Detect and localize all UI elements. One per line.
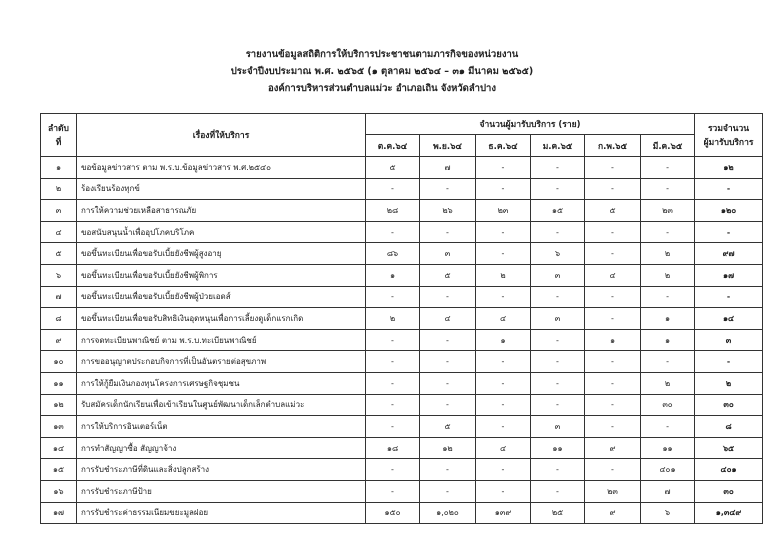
- month-count-cell: ๗: [641, 480, 695, 502]
- month-count-cell: -: [531, 286, 585, 308]
- month-count-cell: ๗: [420, 157, 476, 179]
- month-count-cell: ๔: [476, 437, 531, 459]
- month-count-cell: -: [420, 480, 476, 502]
- month-count-cell: -: [585, 459, 641, 481]
- month-count-cell: -: [366, 178, 420, 200]
- month-count-cell: ๒๓: [641, 200, 695, 222]
- month-count-cell: -: [420, 221, 476, 243]
- table-row: [41, 480, 763, 502]
- month-header: พ.ย.๖๔: [420, 135, 476, 157]
- month-count-cell: -: [531, 372, 585, 394]
- report-period: ประจำปีงบประมาณ พ.ศ. ๒๕๖๕ (๑ ตุลาคม ๒๕๖๔ – ๓๑ มีนาคม ๒๕๖๕): [230, 66, 534, 77]
- table-body: [41, 157, 763, 524]
- table-row: [41, 394, 763, 416]
- month-count-cell: ๑๑: [641, 437, 695, 459]
- report-title: รายงานข้อมูลสถิติการให้บริการประชาชนตามภารกิจของหน่วยงาน: [245, 49, 519, 60]
- month-count-cell: -: [585, 178, 641, 200]
- month-count-cell: ๖: [531, 243, 585, 265]
- row-total-cell: ๓๐: [695, 394, 763, 416]
- row-number-cell: ๑๔: [41, 437, 77, 459]
- month-count-cell: ๑: [366, 264, 420, 286]
- month-count-cell: -: [366, 351, 420, 373]
- row-total-cell: ๑๔: [695, 308, 763, 330]
- row-total-cell: ๖๕: [695, 437, 763, 459]
- topic-cell: ขอขึ้นทะเบียนเพื่อขอรับสิทธิเงินอุดหนุนเพื่อการเลี้ยงดูเด็กแรกเกิด: [77, 308, 366, 330]
- month-count-cell: -: [531, 480, 585, 502]
- row-total-cell: -: [695, 286, 763, 308]
- month-count-cell: -: [531, 394, 585, 416]
- month-count-cell: -: [476, 243, 531, 265]
- table-row: [41, 308, 763, 330]
- month-count-cell: -: [641, 178, 695, 200]
- report-organization: องค์การบริหารส่วนตำบลแม่วะ อำเภอเถิน จังหวัดลำปาง: [267, 83, 497, 94]
- month-count-cell: -: [585, 221, 641, 243]
- table-row: [41, 372, 763, 394]
- month-count-cell: -: [585, 394, 641, 416]
- statistics-table: [40, 113, 763, 524]
- table-row: [41, 459, 763, 481]
- row-number-cell: ๙: [41, 329, 77, 351]
- month-count-cell: ๓: [420, 243, 476, 265]
- row-total-cell: ๒: [695, 372, 763, 394]
- topic-cell: การขออนุญาตประกอบกิจการที่เป็นอันตรายต่อสุขภาพ: [77, 351, 366, 373]
- month-count-cell: -: [476, 351, 531, 373]
- row-number-cell: ๔: [41, 221, 77, 243]
- month-count-cell: ๒๕: [531, 502, 585, 524]
- month-count-cell: -: [585, 416, 641, 438]
- table-row: [41, 329, 763, 351]
- topic-cell: การรับชำระภาษีป้าย: [77, 480, 366, 502]
- table-row: [41, 502, 763, 524]
- topic-cell: ขอขึ้นทะเบียนเพื่อขอรับเบี้ยยังชีพผู้พิการ: [77, 264, 366, 286]
- row-total-cell: ๓: [695, 329, 763, 351]
- topic-cell: ขอขึ้นทะเบียนเพื่อขอรับเบี้ยยังชีพผู้ป่วยเอดส์: [77, 286, 366, 308]
- month-count-cell: -: [531, 178, 585, 200]
- month-count-cell: -: [476, 157, 531, 179]
- table-row: [41, 178, 763, 200]
- month-count-cell: ๒๘: [366, 200, 420, 222]
- row-number-cell: ๑๓: [41, 416, 77, 438]
- row-number-cell: ๑๑: [41, 372, 77, 394]
- month-count-cell: -: [476, 372, 531, 394]
- row-number-cell: ๑๗: [41, 502, 77, 524]
- row-total-cell: ๘: [695, 416, 763, 438]
- topic-header: เรื่องที่ให้บริการ: [77, 114, 366, 157]
- month-count-cell: -: [420, 286, 476, 308]
- month-count-cell: -: [420, 394, 476, 416]
- month-count-cell: -: [420, 459, 476, 481]
- row-number-cell: ๑: [41, 157, 77, 179]
- month-count-cell: -: [641, 221, 695, 243]
- topic-cell: ขอขึ้นทะเบียนเพื่อขอรับเบี้ยยังชีพผู้สูงอายุ: [77, 243, 366, 265]
- topic-cell: ขอข้อมูลข่าวสาร ตาม พ.ร.บ.ข้อมูลข่าวสาร พ.ศ.๒๕๔๐: [77, 157, 366, 179]
- order-header: ลำดับ ที่: [41, 114, 77, 157]
- topic-cell: ร้องเรียนร้องทุกข์: [77, 178, 366, 200]
- table-row: [41, 437, 763, 459]
- table-row: [41, 351, 763, 373]
- table-row: [41, 200, 763, 222]
- table-row: [41, 221, 763, 243]
- month-count-cell: -: [366, 394, 420, 416]
- month-header: มี.ค.๖๕: [641, 135, 695, 157]
- month-count-cell: ๒: [641, 243, 695, 265]
- topic-cell: การทำสัญญาซื้อ สัญญาจ้าง: [77, 437, 366, 459]
- month-count-cell: -: [366, 221, 420, 243]
- month-count-cell: ๒: [366, 308, 420, 330]
- month-count-cell: -: [476, 459, 531, 481]
- row-total-cell: -: [695, 351, 763, 373]
- month-count-cell: -: [476, 394, 531, 416]
- month-count-cell: ๑: [641, 308, 695, 330]
- month-count-cell: ๕: [420, 264, 476, 286]
- month-count-cell: ๓๐: [641, 394, 695, 416]
- month-count-cell: -: [585, 308, 641, 330]
- month-count-cell: -: [420, 372, 476, 394]
- month-count-cell: ๔๐๑: [641, 459, 695, 481]
- row-number-cell: ๑๕: [41, 459, 77, 481]
- month-count-cell: -: [476, 221, 531, 243]
- month-count-cell: -: [366, 416, 420, 438]
- row-number-cell: ๓: [41, 200, 77, 222]
- month-count-cell: -: [366, 329, 420, 351]
- month-count-cell: ๘๖: [366, 243, 420, 265]
- month-header: ม.ค.๖๕: [531, 135, 585, 157]
- month-count-cell: ๔: [585, 264, 641, 286]
- month-count-cell: -: [420, 351, 476, 373]
- topic-cell: การให้บริการอินเตอร์เน็ต: [77, 416, 366, 438]
- month-count-cell: ๑๕๐: [366, 502, 420, 524]
- month-count-cell: ๒๓: [476, 200, 531, 222]
- month-count-cell: -: [641, 286, 695, 308]
- row-total-cell: ๓๐: [695, 480, 763, 502]
- month-count-cell: ๑๑: [531, 437, 585, 459]
- month-count-cell: -: [641, 157, 695, 179]
- row-total-cell: ๙๗: [695, 243, 763, 265]
- topic-cell: การรับชำระภาษีที่ดินและสิ่งปลูกสร้าง: [77, 459, 366, 481]
- month-count-cell: ๑: [641, 329, 695, 351]
- topic-cell: รับสมัครเด็กนักเรียนเพื่อเข้าเรียนในศูนย์พัฒนาเด็กเล็กตำบลแม่วะ: [77, 394, 366, 416]
- month-count-cell: ๑๕: [531, 200, 585, 222]
- row-number-cell: ๑๒: [41, 394, 77, 416]
- month-count-cell: -: [585, 372, 641, 394]
- month-count-cell: ๑๘: [366, 437, 420, 459]
- row-number-cell: ๕: [41, 243, 77, 265]
- month-count-cell: -: [420, 329, 476, 351]
- month-count-cell: ๔: [476, 308, 531, 330]
- table-row: [41, 243, 763, 265]
- month-count-cell: ๑: [585, 329, 641, 351]
- table-row: [41, 157, 763, 179]
- month-header: ต.ค.๖๔: [366, 135, 420, 157]
- month-count-cell: ๒: [641, 264, 695, 286]
- row-total-cell: -: [695, 221, 763, 243]
- topic-cell: การรับชำระค่าธรรมเนียมขยะมูลฝอย: [77, 502, 366, 524]
- month-count-cell: ๓: [531, 308, 585, 330]
- month-count-cell: ๓: [531, 416, 585, 438]
- month-count-cell: ๙: [585, 502, 641, 524]
- month-count-cell: -: [531, 351, 585, 373]
- month-count-cell: -: [531, 329, 585, 351]
- month-count-cell: -: [585, 157, 641, 179]
- row-total-cell: ๑,๓๔๙: [695, 502, 763, 524]
- month-count-cell: -: [366, 459, 420, 481]
- month-count-cell: ๖: [641, 502, 695, 524]
- month-count-cell: ๕: [366, 157, 420, 179]
- month-count-cell: ๑๓๙: [476, 502, 531, 524]
- row-number-cell: ๘: [41, 308, 77, 330]
- table-row: [41, 286, 763, 308]
- service-count-header: จำนวนผู้มารับบริการ (ราย): [366, 114, 695, 135]
- month-header: ก.พ.๖๕: [585, 135, 641, 157]
- row-total-cell: ๑๒: [695, 157, 763, 179]
- month-count-cell: ๕: [420, 416, 476, 438]
- month-count-cell: ๑๒: [420, 437, 476, 459]
- row-number-cell: ๒: [41, 178, 77, 200]
- month-count-cell: -: [476, 178, 531, 200]
- month-count-cell: ๙: [585, 437, 641, 459]
- month-count-cell: -: [476, 286, 531, 308]
- month-count-cell: -: [585, 286, 641, 308]
- table-row: [41, 416, 763, 438]
- topic-cell: การให้กู้ยืมเงินกองทุนโครงการเศรษฐกิจชุมชน: [77, 372, 366, 394]
- row-total-cell: ๑๗: [695, 264, 763, 286]
- month-count-cell: ๒๓: [585, 480, 641, 502]
- month-count-cell: ๑,๐๒๐: [420, 502, 476, 524]
- topic-cell: ขอสนับสนุนน้ำเพื่ออุปโภคบริโภค: [77, 221, 366, 243]
- row-total-cell: ๔๐๑: [695, 459, 763, 481]
- row-number-cell: ๑๖: [41, 480, 77, 502]
- month-count-cell: -: [366, 480, 420, 502]
- topic-cell: การให้ความช่วยเหลือสาธารณภัย: [77, 200, 366, 222]
- table-row: [41, 264, 763, 286]
- month-count-cell: -: [476, 416, 531, 438]
- month-count-cell: -: [585, 351, 641, 373]
- month-count-cell: ๕: [585, 200, 641, 222]
- month-count-cell: -: [531, 157, 585, 179]
- month-count-cell: ๒: [641, 372, 695, 394]
- month-count-cell: -: [366, 286, 420, 308]
- month-count-cell: ๔: [420, 308, 476, 330]
- month-count-cell: ๓: [531, 264, 585, 286]
- month-count-cell: -: [531, 459, 585, 481]
- month-count-cell: ๑: [476, 329, 531, 351]
- row-number-cell: ๖: [41, 264, 77, 286]
- month-count-cell: -: [641, 351, 695, 373]
- row-total-cell: ๑๒๐: [695, 200, 763, 222]
- row-total-cell: -: [695, 178, 763, 200]
- month-count-cell: -: [420, 178, 476, 200]
- month-count-cell: -: [641, 416, 695, 438]
- month-count-cell: -: [476, 480, 531, 502]
- month-count-cell: ๒: [476, 264, 531, 286]
- month-header: ธ.ค.๖๔: [476, 135, 531, 157]
- total-header: รวมจำนวน ผู้มารับบริการ: [695, 114, 763, 157]
- topic-cell: การจดทะเบียนพาณิชย์ ตาม พ.ร.บ.ทะเบียนพาณิชย์: [77, 329, 366, 351]
- month-count-cell: -: [531, 221, 585, 243]
- row-number-cell: ๗: [41, 286, 77, 308]
- month-count-cell: -: [366, 372, 420, 394]
- month-count-cell: ๒๖: [420, 200, 476, 222]
- month-count-cell: -: [585, 243, 641, 265]
- row-number-cell: ๑๐: [41, 351, 77, 373]
